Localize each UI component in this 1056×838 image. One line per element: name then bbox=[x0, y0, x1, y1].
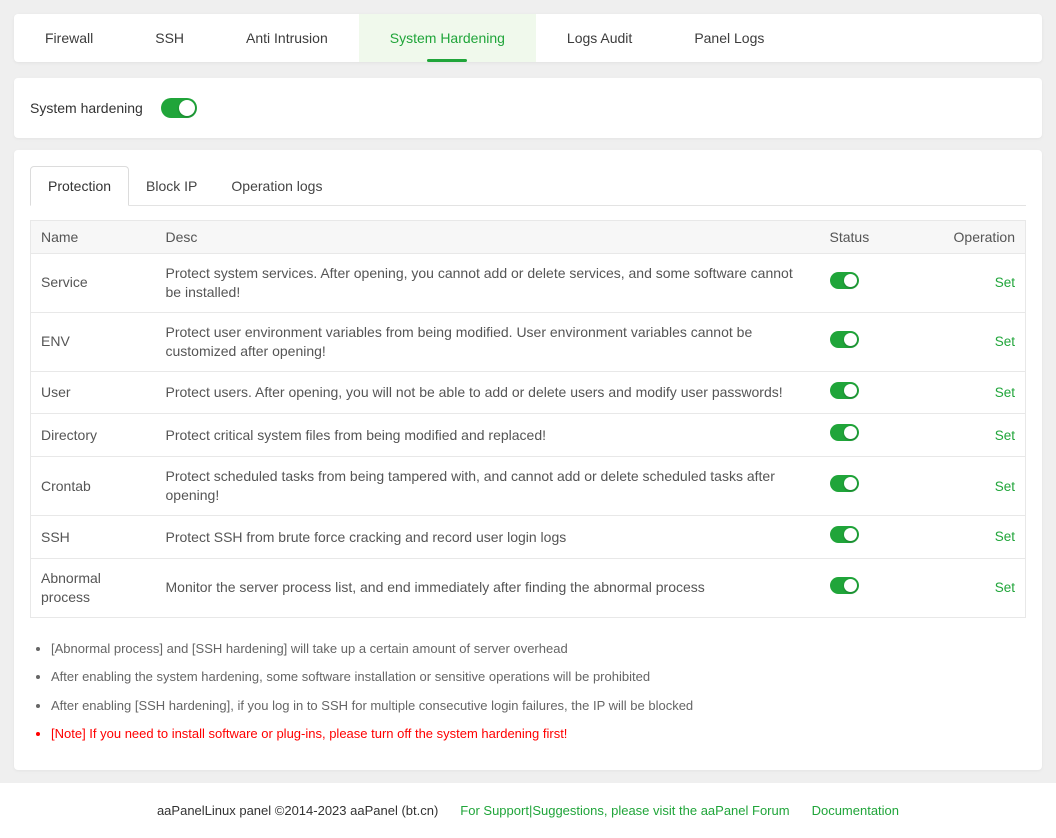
env-toggle[interactable] bbox=[830, 331, 859, 348]
note-item: • After enabling [SSH hardening], if you log in to SSH for multiple consecutive login failures, the IP will be blocked bbox=[51, 697, 1026, 715]
table-row-ssh bbox=[31, 516, 1026, 559]
row-name: Crontab bbox=[31, 457, 156, 516]
table-row-directory bbox=[31, 414, 1026, 457]
protection-table bbox=[30, 220, 1026, 618]
service-set-link[interactable]: Set bbox=[994, 275, 1015, 291]
crontab-toggle[interactable] bbox=[830, 475, 859, 492]
tab-anti-intrusion[interactable]: Anti Intrusion bbox=[246, 30, 328, 46]
copyright-text: aaPanelLinux panel ©2014-2023 aaPanel (bt.cn) bbox=[156, 803, 439, 818]
row-name: User bbox=[31, 371, 156, 414]
crontab-set-link[interactable]: Set bbox=[994, 478, 1015, 494]
table-row-service bbox=[31, 254, 1026, 313]
note-item: • [Abnormal process] and [SSH hardening] will take up a certain amount of server overhead bbox=[51, 640, 1026, 658]
ssh-set-link[interactable]: Set bbox=[994, 529, 1015, 545]
notes-list bbox=[30, 640, 1026, 743]
row-name: Service bbox=[31, 254, 156, 313]
env-set-link[interactable]: Set bbox=[994, 334, 1015, 350]
row-name: SSH bbox=[31, 516, 156, 559]
abnormal-process-set-link[interactable]: Set bbox=[994, 580, 1015, 596]
footer bbox=[0, 783, 1056, 838]
header-desc: Desc bbox=[156, 221, 820, 254]
table-header-row bbox=[31, 221, 1026, 254]
tab-ssh[interactable]: SSH bbox=[155, 30, 185, 46]
header-operation: Operation bbox=[930, 221, 1026, 254]
note-item-warning: • [Note] If you need to install software or plug-ins, please turn off the system hardening first! bbox=[51, 725, 1026, 743]
tab-logs-audit[interactable]: Logs Audit bbox=[566, 30, 633, 46]
tab-block-ip[interactable]: Block IP bbox=[146, 178, 198, 194]
row-name: ENV bbox=[31, 312, 156, 371]
table-row-crontab bbox=[31, 457, 1026, 516]
directory-set-link[interactable]: Set bbox=[994, 427, 1015, 443]
protection-panel bbox=[14, 150, 1042, 770]
header-name: Name bbox=[31, 221, 156, 254]
top-tab-bar bbox=[14, 14, 1042, 62]
abnormal-process-toggle[interactable] bbox=[830, 577, 859, 594]
tab-system-hardening[interactable]: System Hardening bbox=[359, 14, 536, 62]
documentation-link[interactable]: Documentation bbox=[811, 803, 900, 818]
tab-protection[interactable]: Protection bbox=[30, 166, 129, 206]
tab-firewall[interactable]: Firewall bbox=[45, 30, 94, 46]
system-hardening-label: System hardening bbox=[30, 100, 143, 116]
row-desc: Protect user environment variables from being modified. User environment variables cannot be customized after opening! bbox=[156, 312, 820, 371]
table-row-user bbox=[31, 371, 1026, 414]
support-forum-link[interactable]: For Support|Suggestions, please visit the aaPanel Forum bbox=[460, 803, 790, 818]
table-row-env bbox=[31, 312, 1026, 371]
row-desc: Protect system services. After opening, you cannot add or delete services, and some software cannot be installed! bbox=[156, 254, 820, 313]
row-name: Directory bbox=[31, 414, 156, 457]
header-status: Status bbox=[820, 221, 930, 254]
tab-panel-logs[interactable]: Panel Logs bbox=[694, 30, 765, 46]
user-toggle[interactable] bbox=[830, 382, 859, 399]
system-hardening-toggle[interactable] bbox=[161, 98, 197, 118]
service-toggle[interactable] bbox=[830, 272, 859, 289]
row-desc: Protect scheduled tasks from being tampered with, and cannot add or delete scheduled tasks after opening! bbox=[156, 457, 820, 516]
row-desc: Protect users. After opening, you will not be able to add or delete users and modify user passwords! bbox=[156, 371, 820, 414]
system-hardening-card bbox=[14, 78, 1042, 138]
directory-toggle[interactable] bbox=[830, 424, 859, 441]
note-item: • After enabling the system hardening, some software installation or sensitive operations will be prohibited bbox=[51, 668, 1026, 686]
table-row-abnormal-process bbox=[31, 559, 1026, 618]
user-set-link[interactable]: Set bbox=[994, 384, 1015, 400]
row-name: Abnormal process bbox=[31, 559, 156, 618]
row-desc: Monitor the server process list, and end immediately after finding the abnormal process bbox=[156, 559, 820, 618]
row-desc: Protect critical system files from being modified and replaced! bbox=[156, 414, 820, 457]
ssh-toggle[interactable] bbox=[830, 526, 859, 543]
row-desc: Protect SSH from brute force cracking and record user login logs bbox=[156, 516, 820, 559]
panel-tab-bar bbox=[30, 166, 1026, 206]
tab-operation-logs[interactable]: Operation logs bbox=[231, 178, 323, 194]
